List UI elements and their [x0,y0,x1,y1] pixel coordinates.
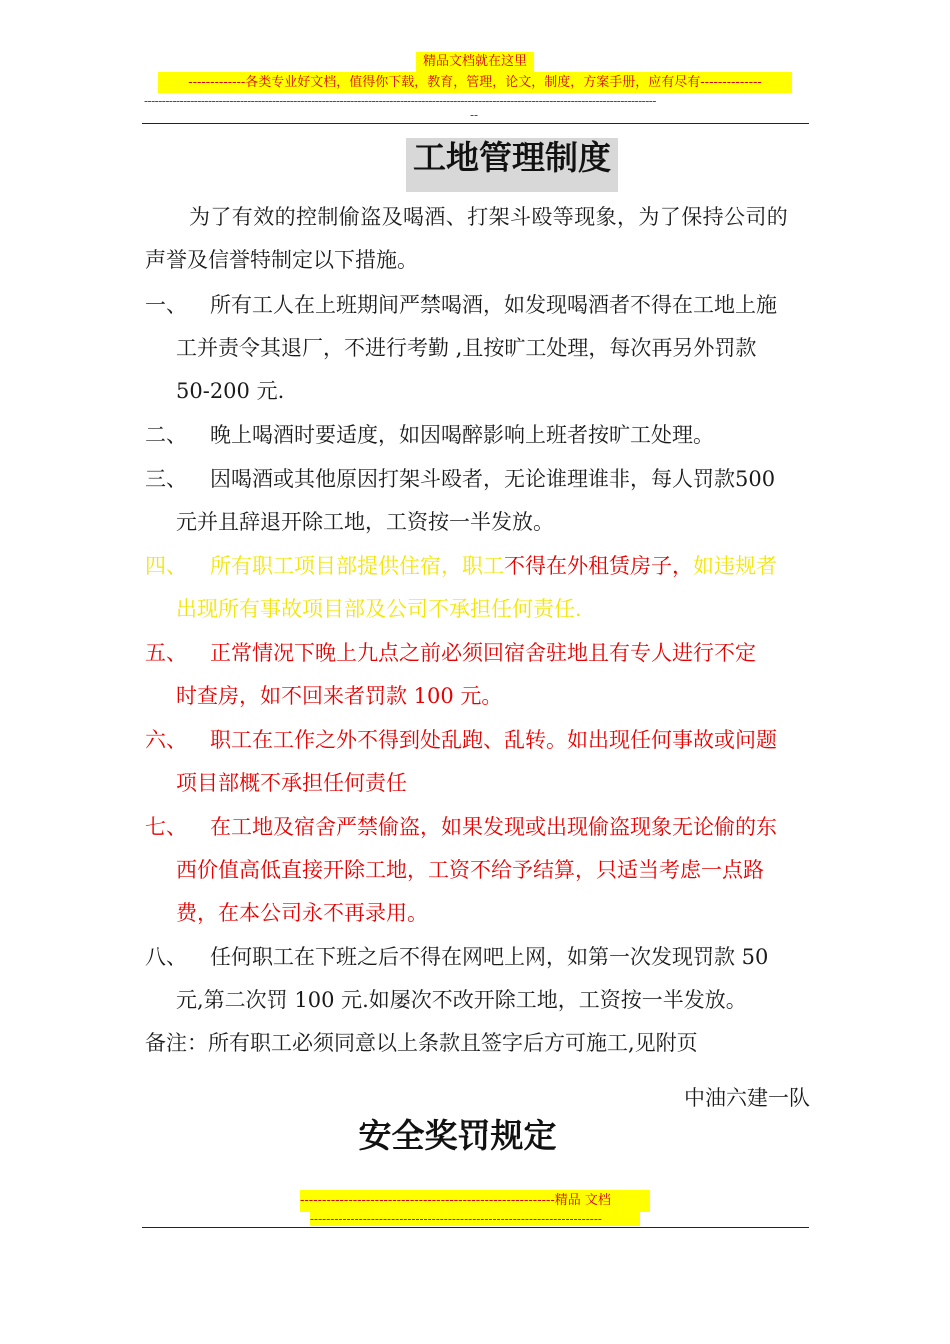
rule-item-1 [145,284,809,413]
document-title: 工地管理制度 [413,138,611,177]
item-number: 四、 [145,554,187,578]
item-number: 三、 [145,467,187,491]
section-title-2: 安全奖罚规定 [358,1116,557,1155]
item-line-2: 时查房，如不回来者罚款 100 元。 [176,684,503,708]
item-line-1: 因喝酒或其他原因打架斗殴者，无论谁理谁非，每人罚款500 [210,467,776,491]
item-line-2: 项目部概不承担任何责任 [176,771,407,795]
item-line-2: 西价值高低直接开除工地，工资不给予结算，只适当考虑一点路 [176,858,764,882]
item-line-1: 正常情况下晚上九点之前必须回宿舍驻地且有专人进行不定 [210,641,756,665]
item-line-1-part-c: 如违规者 [693,554,777,578]
item-line-1 [145,545,809,588]
item-number: 二、 [145,423,187,447]
item-line-1: 所有工人在上班期间严禁喝酒，如发现喝酒者不得在工地上施 [210,293,777,317]
rule-item-4 [145,545,809,631]
rule-item-2 [145,414,809,457]
item-line-3: 50-200 元. [176,379,285,403]
item-line-1-part-a: 所有职工项目部提供住宿，职工 [210,554,504,578]
intro-line-1: 为了有效的控制偷盗及喝酒、打架斗殴等现象，为了保持公司的 [189,205,789,229]
header-dash-line: ------------------------------------------------------------------------------------------------------------------------------------------------ [144,94,656,108]
item-line-2: 元,第二次罚 100 元.如屡次不改开除工地，工资按一半发放。 [176,988,747,1012]
rule-item-7 [145,806,809,935]
item-line-1: 职工在工作之外不得到处乱跑、乱转。如出现任何事故或问题 [210,728,777,752]
item-number: 五、 [145,641,187,665]
item-line-3: 费，在本公司永不再录用。 [176,901,428,925]
footer-banner: ----------------------------------------------------------精品 文档 [300,1190,650,1212]
item-number: 六、 [145,728,187,752]
header-top-label: 精品文档就在这里 [416,52,534,72]
intro-paragraph [145,196,809,282]
rule-item-5 [145,632,809,718]
item-line-1: 任何职工在下班之后不得在网吧上网，如第一次发现罚款 50 [210,945,769,969]
item-line-1: 在工地及宿舍严禁偷盗，如果发现或出现偷盗现象无论偷的东 [210,815,777,839]
item-number: 七、 [145,815,187,839]
header-rule [142,123,809,124]
rule-item-6 [145,719,809,805]
header-dash-tail: -- [470,108,479,122]
item-line-1: 晚上喝酒时要适度，如因喝醉影响上班者按旷工处理。 [210,423,714,447]
item-line-2: 工并责令其退厂，不进行考勤 ,且按旷工处理，每次再另外罚款 [176,336,757,360]
signature: 中油六建一队 [684,1086,810,1110]
item-line-1-part-b: 不得在外租赁房子， [504,554,693,578]
header-banner: -------------各类专业好文档，值得你下载，教育，管理，论文，制度，方案手册，应有尽有-------------- [158,72,792,93]
note-paragraph: 备注：所有职工必须同意以上条款且签字后方可施工,见附页 [145,1031,698,1055]
rule-item-3 [145,458,809,544]
rule-item-8 [145,936,809,1022]
item-number: 八、 [145,945,187,969]
intro-line-2: 声誉及信誉特制定以下措施。 [145,248,418,272]
footer-dash-line: ------------------------------------------------------------------------ [310,1212,640,1226]
item-line-2: 元并且辞退开除工地，工资按一半发放。 [176,510,554,534]
item-line-2: 出现所有事故项目部及公司不承担任何责任. [176,597,582,621]
footer-rule [142,1227,809,1228]
item-number: 一、 [145,293,187,317]
